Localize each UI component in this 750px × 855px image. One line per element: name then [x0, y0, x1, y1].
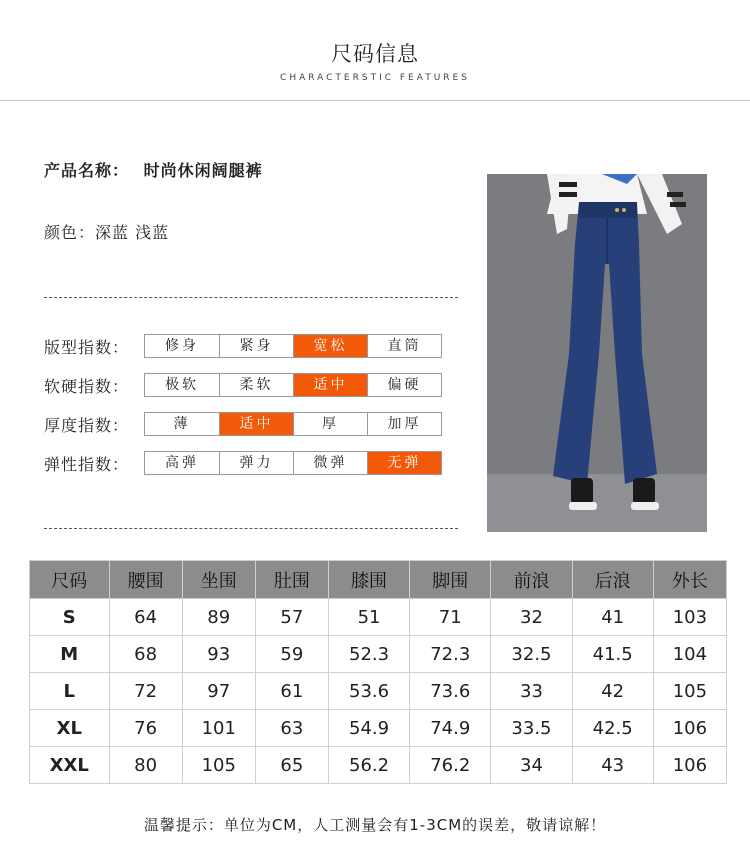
size-value-cell: 101: [182, 710, 255, 747]
size-value-cell: 72.3: [410, 636, 491, 673]
attribute-option-selected: 无弹: [367, 452, 441, 474]
attribute-option: 直筒: [367, 335, 441, 357]
attribute-option: 柔软: [219, 374, 293, 396]
product-color-value: 深蓝 浅蓝: [95, 223, 170, 242]
attribute-row-thickness: [44, 412, 442, 436]
size-table-row: [30, 747, 727, 784]
attribute-option: 修身: [145, 335, 219, 357]
attribute-label: 弹性指数：: [44, 454, 130, 474]
attribute-label: 厚度指数：: [44, 415, 130, 435]
attribute-option: 厚: [293, 413, 367, 435]
attribute-label: 软硬指数：: [44, 376, 130, 396]
size-table-header-cell: 尺码: [30, 561, 110, 599]
size-table-header-cell: 肚围: [255, 561, 328, 599]
size-label-cell: L: [30, 673, 110, 710]
product-name-line: [44, 158, 263, 181]
size-value-cell: 106: [653, 710, 726, 747]
size-label-cell: XL: [30, 710, 110, 747]
size-table-header-cell: 坐围: [182, 561, 255, 599]
size-value-cell: 33: [491, 673, 572, 710]
size-value-cell: 76: [109, 710, 182, 747]
product-color-line: [44, 220, 169, 243]
measurement-tip: 温馨提示：单位为CM，人工测量会有1-3CM的误差，敬请谅解！: [143, 816, 607, 834]
size-table-row: [30, 673, 727, 710]
size-table-header-cell: 膝围: [328, 561, 409, 599]
size-value-cell: 41.5: [572, 636, 653, 673]
attribute-option: 微弹: [293, 452, 367, 474]
size-value-cell: 106: [653, 747, 726, 784]
size-value-cell: 74.9: [410, 710, 491, 747]
attribute-options: [144, 373, 442, 397]
header-divider: [0, 100, 750, 101]
product-name-value: 时尚休闲阔腿裤: [143, 161, 263, 180]
size-table-header-cell: 外长: [653, 561, 726, 599]
size-value-cell: 97: [182, 673, 255, 710]
size-table: [29, 560, 727, 784]
size-value-cell: 51: [328, 599, 409, 636]
size-value-cell: 63: [255, 710, 328, 747]
attribute-option: 加厚: [367, 413, 441, 435]
size-table-header-cell: 后浪: [572, 561, 653, 599]
size-table-header-cell: 脚围: [410, 561, 491, 599]
size-value-cell: 64: [109, 599, 182, 636]
size-value-cell: 32: [491, 599, 572, 636]
attribute-option-selected: 适中: [219, 413, 293, 435]
attribute-label: 版型指数：: [44, 337, 130, 357]
size-table-header-cell: 前浪: [491, 561, 572, 599]
dashed-divider-top: [44, 297, 458, 298]
size-value-cell: 42: [572, 673, 653, 710]
size-value-cell: 71: [410, 599, 491, 636]
size-value-cell: 59: [255, 636, 328, 673]
attribute-option: 弹力: [219, 452, 293, 474]
size-value-cell: 32.5: [491, 636, 572, 673]
size-value-cell: 42.5: [572, 710, 653, 747]
size-value-cell: 65: [255, 747, 328, 784]
attribute-option: 高弹: [145, 452, 219, 474]
size-value-cell: 61: [255, 673, 328, 710]
attribute-row-softness: [44, 373, 442, 397]
attribute-option-selected: 宽松: [293, 335, 367, 357]
size-value-cell: 56.2: [328, 747, 409, 784]
section-subtitle: CHARACTERSTIC FEATURES: [280, 73, 470, 83]
size-value-cell: 41: [572, 599, 653, 636]
size-label-cell: S: [30, 599, 110, 636]
attribute-option-selected: 适中: [293, 374, 367, 396]
size-value-cell: 34: [491, 747, 572, 784]
size-value-cell: 52.3: [328, 636, 409, 673]
size-table-header-cell: 腰围: [109, 561, 182, 599]
size-value-cell: 72: [109, 673, 182, 710]
size-value-cell: 89: [182, 599, 255, 636]
size-table-body: [30, 599, 727, 784]
size-value-cell: 76.2: [410, 747, 491, 784]
size-label-cell: M: [30, 636, 110, 673]
size-value-cell: 54.9: [328, 710, 409, 747]
attribute-option: 紧身: [219, 335, 293, 357]
size-table-header-row: [30, 561, 727, 599]
size-table-row: [30, 599, 727, 636]
size-value-cell: 105: [653, 673, 726, 710]
size-value-cell: 105: [182, 747, 255, 784]
product-color-label: 颜色：: [44, 223, 96, 242]
size-value-cell: 104: [653, 636, 726, 673]
attribute-options: [144, 451, 442, 475]
product-name-label: 产品名称：: [44, 161, 130, 180]
section-title: 尺码信息: [331, 42, 419, 66]
size-table-row: [30, 710, 727, 747]
size-value-cell: 73.6: [410, 673, 491, 710]
size-value-cell: 93: [182, 636, 255, 673]
size-value-cell: 80: [109, 747, 182, 784]
attribute-option: 极软: [145, 374, 219, 396]
attribute-row-elasticity: [44, 451, 442, 475]
size-value-cell: 103: [653, 599, 726, 636]
product-photo: [487, 174, 707, 532]
attribute-option: 薄: [145, 413, 219, 435]
dashed-divider-bottom: [44, 528, 458, 529]
size-label-cell: XXL: [30, 747, 110, 784]
size-value-cell: 53.6: [328, 673, 409, 710]
size-value-cell: 68: [109, 636, 182, 673]
size-table-row: [30, 636, 727, 673]
size-value-cell: 43: [572, 747, 653, 784]
size-value-cell: 57: [255, 599, 328, 636]
size-value-cell: 33.5: [491, 710, 572, 747]
product-photo-illustration: [487, 174, 707, 532]
attribute-options: [144, 412, 442, 436]
attribute-option: 偏硬: [367, 374, 441, 396]
attribute-row-fit: [44, 334, 442, 358]
attribute-options: [144, 334, 442, 358]
